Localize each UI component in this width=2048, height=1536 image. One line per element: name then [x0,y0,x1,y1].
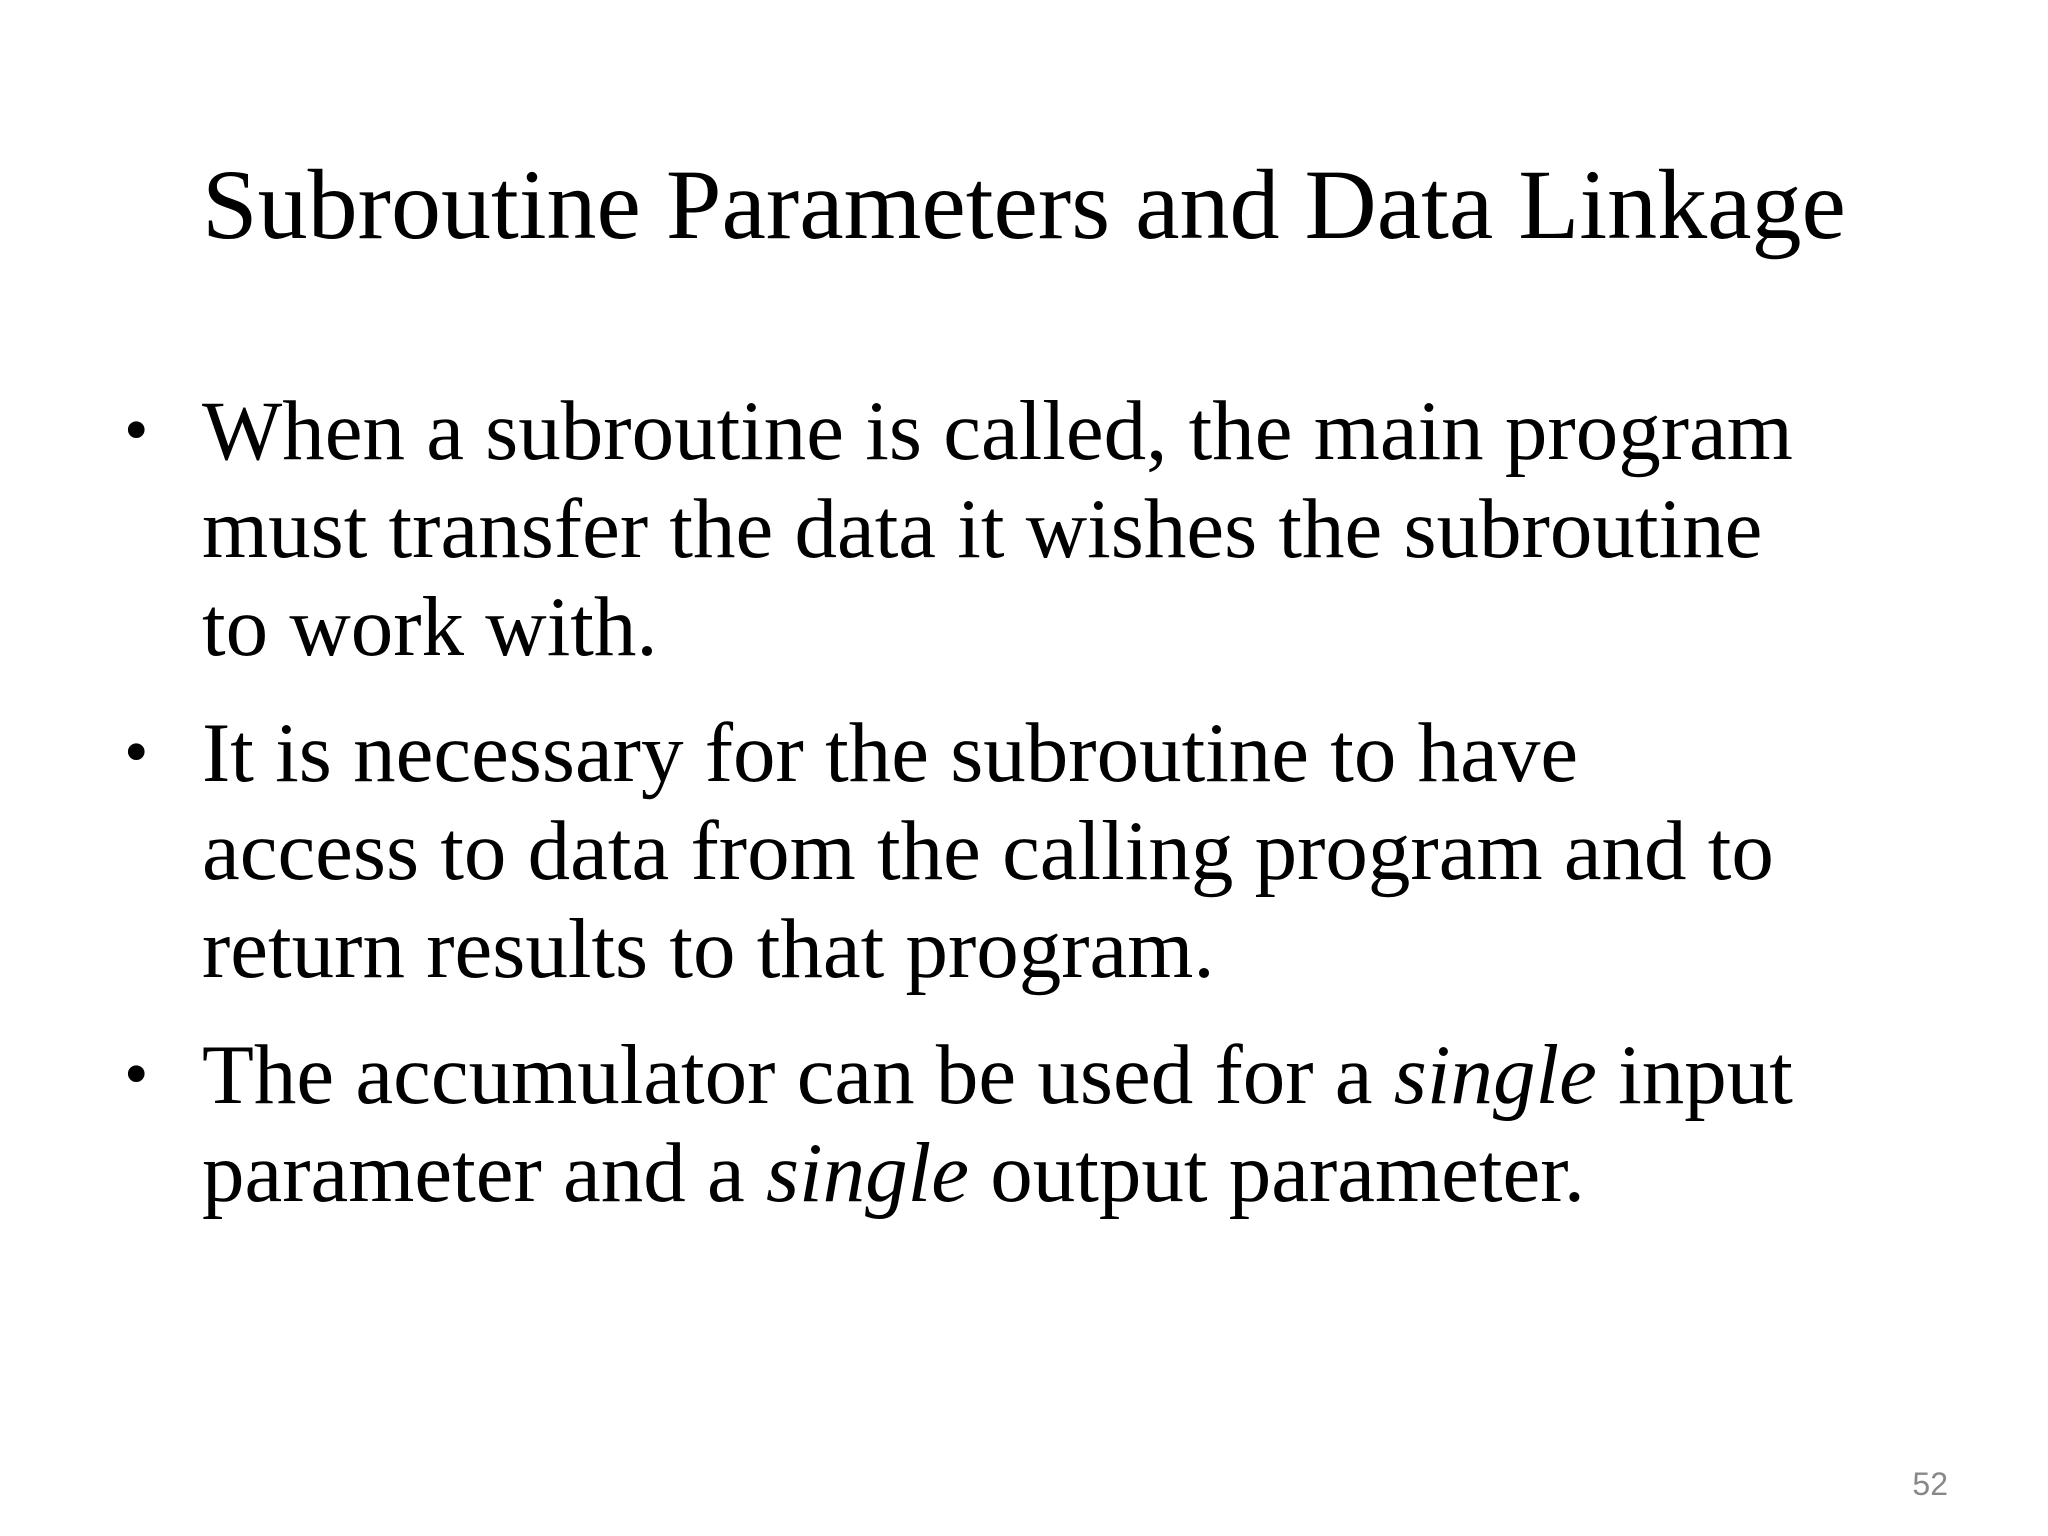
bullet-dot-icon: • [124,714,149,791]
bullet-item-2 [124,704,2002,998]
bullet-2-line-1: It is necessary for the subroutine to have [202,706,1579,800]
bullet-1-line-2: must transfer the data it wishes the subroutine [202,482,1763,576]
bullet-list [124,382,2002,1250]
bullet-3-line-2-italic: single [765,1126,970,1220]
bullet-2-line-3: return results to that program. [202,902,1215,996]
bullet-2-line-2: access to data from the calling program and to [202,804,1774,898]
bullet-1-line-1: When a subroutine is called, the main program [202,384,1793,478]
bullet-dot-icon: • [124,392,149,469]
bullet-3-line-1 [202,1026,2002,1124]
page-number: 52 [1912,1466,1948,1502]
slide-title: Subroutine Parameters and Data Linkage [202,149,1846,260]
bullet-1-line-3: to work with. [202,580,658,674]
bullet-dot-icon: • [124,1036,149,1113]
bullet-3-line-2 [202,1124,2002,1222]
bullet-item-3 [124,1026,2002,1222]
bullet-3-line-1-text-after: input [1596,1028,1793,1122]
bullet-item-1 [124,382,2002,676]
bullet-3-line-1-text-before: The accumulator can be used for a [202,1028,1394,1122]
bullet-3-line-2-text-before: parameter and a [202,1126,766,1220]
bullet-3-line-2-text-after: output parameter. [969,1126,1586,1220]
bullet-3-line-1-italic: single [1393,1028,1597,1122]
